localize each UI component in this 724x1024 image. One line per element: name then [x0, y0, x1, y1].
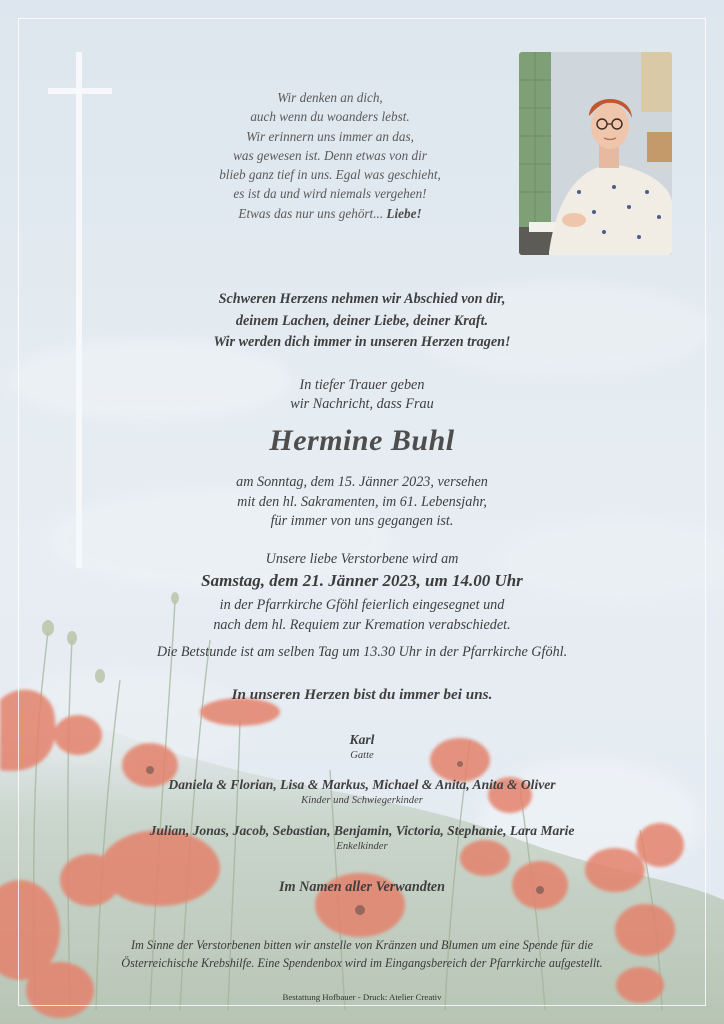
farewell-text	[0, 289, 724, 354]
funeral-line: in der Pfarrkirche Gföhl feierlich eingesegnet und	[219, 597, 505, 613]
poem-line: auch wenn du woanders lebst.	[250, 109, 410, 125]
poem-line: Wir denken an dich,	[277, 90, 383, 105]
mourner-names: Julian, Jonas, Jacob, Sebastian, Benjamin, Victoria, Stephanie, Lara Marie	[149, 823, 575, 838]
intro-text	[0, 376, 724, 414]
mourner-relation: Gatte	[350, 750, 374, 761]
poem-last-line-bold: Liebe!	[386, 205, 422, 221]
poem-line: was gewesen ist. Denn etwas von dir	[233, 147, 427, 163]
mourner-names: Daniela & Florian, Lisa & Markus, Michael & Anita, Anita & Oliver	[168, 777, 556, 792]
funeral-intro: Unsere liebe Verstorbene wird am	[265, 551, 459, 567]
portrait-image	[519, 52, 672, 255]
intro-line: wir Nachricht, dass Frau	[290, 396, 434, 412]
farewell-line: Schweren Herzens nehmen wir Abschied von dir,	[218, 291, 506, 307]
poem-line: es ist da und wird niemals vergehen!	[233, 186, 427, 202]
death-line: am Sonntag, dem 15. Jänner 2023, versehen	[236, 474, 488, 490]
donation-line: Österreichische Krebshilfe. Eine Spendenbox wird im Eingangsbereich der Pfarrkirche aufgestellt.	[121, 956, 603, 970]
poem	[170, 88, 490, 223]
poem-last-line-text: Etwas das nur uns gehört...	[238, 205, 384, 221]
donation-line: Im Sinne der Verstorbenen bitten wir anstelle von Kränzen und Blumen um eine Spende für die	[130, 938, 594, 952]
intro-line: In tiefer Trauer geben	[299, 377, 425, 393]
death-line: mit den hl. Sakramenten, im 61. Lebensjahr,	[237, 493, 487, 510]
farewell-line: Wir werden dich immer in unseren Herzen tragen!	[213, 334, 511, 350]
mourner-relation: Enkelkinder	[336, 841, 388, 852]
deceased-name: Hermine Buhl	[269, 424, 455, 457]
funeral-text	[0, 596, 724, 635]
funeral-line: nach dem hl. Requiem zur Kremation verabschiedet.	[213, 616, 511, 633]
prayer-text: Die Betstunde ist am selben Tag um 13.30 Uhr in der Pfarrkirche Gföhl.	[156, 644, 568, 660]
funeral-date: Samstag, dem 21. Jänner 2023, um 14.00 Uhr	[201, 571, 523, 590]
poem-line: Wir erinnern uns immer an das,	[246, 128, 414, 144]
poem-last-line	[170, 204, 490, 223]
mourner-relation: Kinder und Schwiegerkinder	[301, 795, 423, 806]
death-text	[0, 473, 724, 532]
footer-credit: Bestattung Hofbauer - Druck: Atelier Creativ	[282, 992, 442, 1002]
farewell-line: deinem Lachen, deiner Liebe, deiner Kraft.	[235, 312, 489, 329]
death-line: für immer von uns gegangen ist.	[270, 513, 454, 529]
relatives-text: Im Namen aller Verwandten	[279, 879, 445, 895]
donation-text	[0, 936, 724, 972]
mourner-names: Karl	[349, 732, 375, 747]
motto: In unseren Herzen bist du immer bei uns.	[231, 686, 493, 703]
poem-line: blieb ganz tief in uns. Egal was geschieht,	[219, 167, 441, 183]
